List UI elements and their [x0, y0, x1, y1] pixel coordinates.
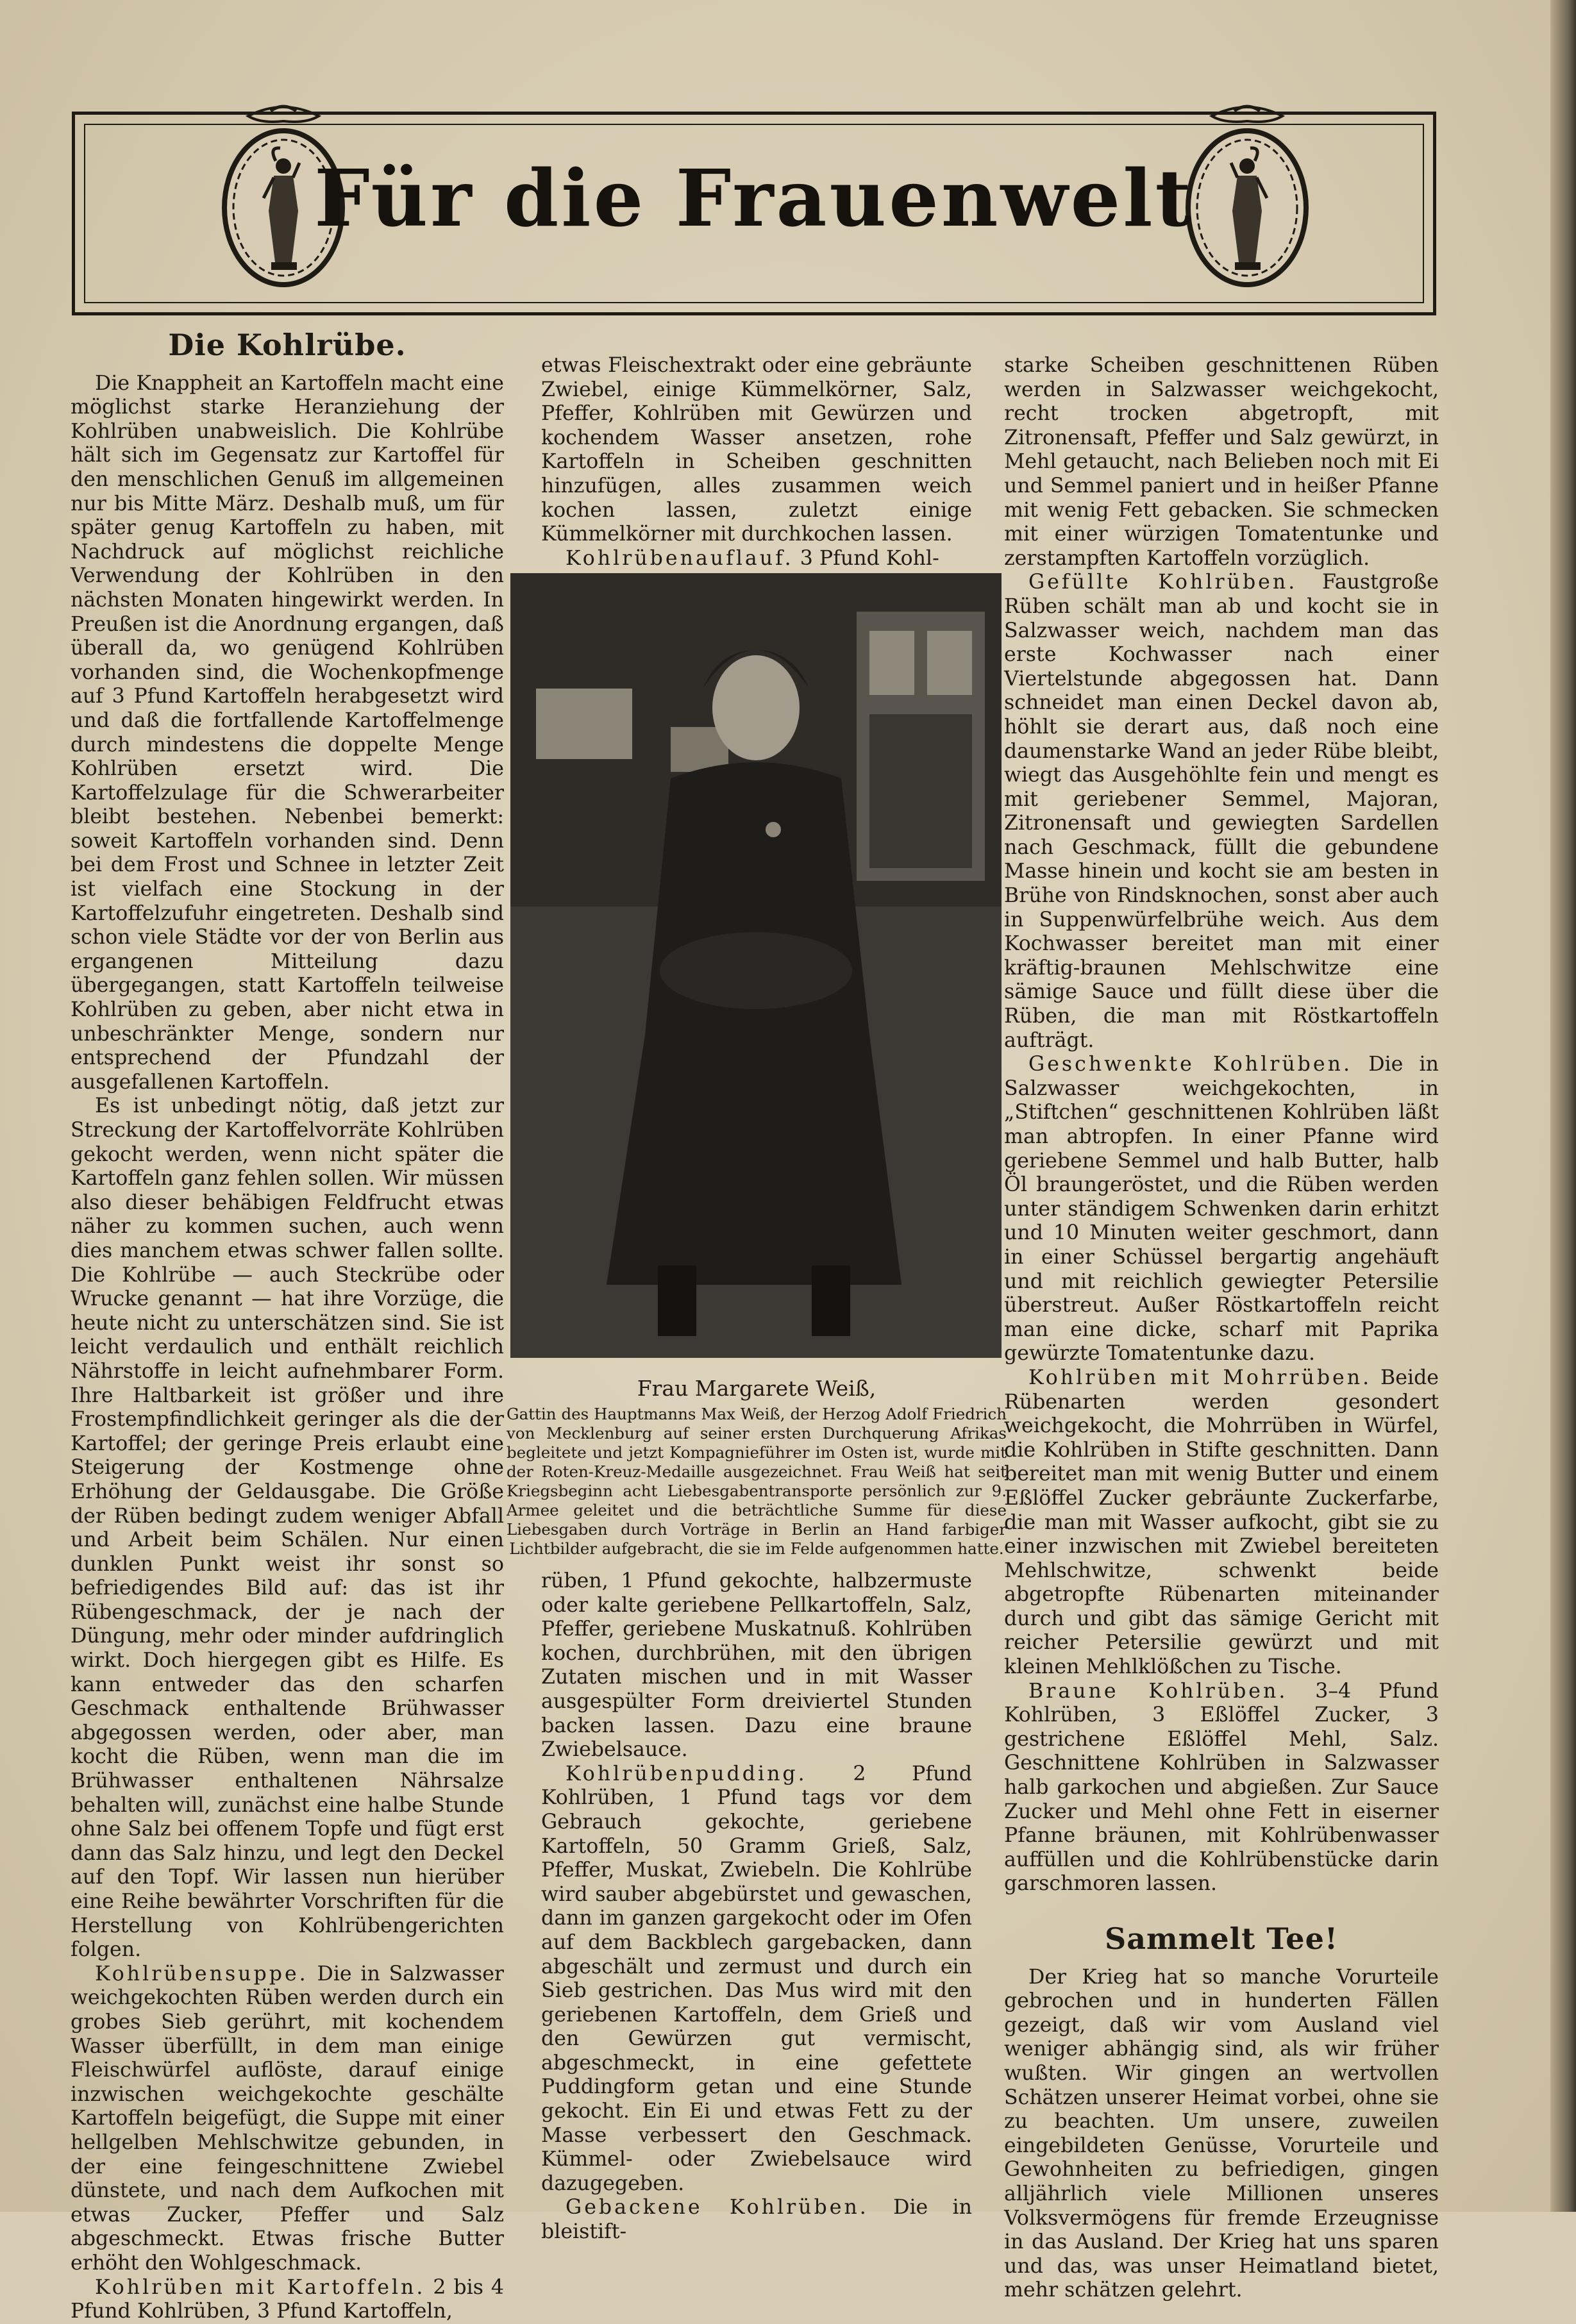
recipe-gebackene-kohlrueben: [541, 2196, 972, 2244]
recipe-title: Kohlrübenauflauf.: [566, 546, 794, 570]
column-1: [71, 328, 504, 2324]
paragraph: starke Scheiben geschnittenen Rüben werden in Salzwasser weichgekocht, recht trocken abgetropft, mit Zitronensaft, Pfeffer und Salz gewürzt, in Mehl getaucht, nach Belieben noch mit Ei und Semmel paniert und in heißer Pfanne mit wenig Fett gebacken. Sie schmecken mit einer würzigen Tomatentunke und zerstampften Kartoffeln vorzüglich.: [1004, 354, 1439, 570]
recipe-geschwenkte-kohlrueben: [1004, 1053, 1439, 1366]
recipe-kohlrueben-mit-kartoffeln: [71, 2276, 504, 2324]
recipe-kohlruebenauflauf: [541, 547, 972, 571]
recipe-text: Faustgroße Rüben schält man ab und kocht sie in Salzwasser weich, nachdem man das erste Kochwasser nach einer Viertelstunde abgegossen hat. Dann schneidet man einen Deckel davon ab, höhlt sie derart aus, daß noch eine daumenstarke Wand an jeder Rübe bleibt, wiegt das Ausgehöhlte fein und mengt es mit geriebener Semmel, Majoran, Zitronensaft und gewiegten Sardellen nach Geschmack, füllt die gebundene Masse hinein und kocht sie am besten in Brühe von Rindsknochen, sonst aber auch in Suppenwürfelbrühe weich. Aus dem Kochwasser bereitet man mit einer kräftig-braunen Mehlschwitze eine sämige Sauce und füllt diese über die Rüben, die man mit Röstkartoffeln aufträgt.: [1004, 571, 1439, 1052]
paragraph: Der Krieg hat so manche Vorurteile gebrochen und in hunderten Fällen gezeigt, daß wir vom Ausland viel weniger abhängig sind, als wir früher wußten. Wir gingen an wertvollen Schätzen unserer Heimat vorbei, ohne sie zu beachten. Um unsere, zuweilen eingebildeten Genüsse, Vorurteile und Gewohnheiten zu befriedigen, gingen alljährlich viele Millionen unseres Volksvermögens für fremde Erzeugnisse in das Ausland. Der Krieg hat uns sparen und das, was unser Heimatland bietet, mehr schätzen gelehrt.: [1004, 1965, 1439, 2302]
masthead-title: Für die Frauenwelt: [314, 152, 1194, 244]
recipe-kohlrueben-mit-mohrrueben: [1004, 1366, 1439, 1680]
recipe-kohlruebensuppe: [71, 1962, 504, 2276]
recipe-title: Geschwenkte Kohlrüben.: [1028, 1053, 1352, 1076]
page-edge: [1550, 0, 1576, 2212]
masthead-frame: [72, 112, 1436, 315]
recipe-text: 3 Pfund Kohl-: [800, 546, 939, 570]
column-3: [1004, 354, 1439, 2303]
recipe-title: Gebackene Kohlrüben.: [566, 2196, 869, 2220]
recipe-title: Kohlrübenpudding.: [566, 1762, 807, 1785]
portrait-photo: [510, 573, 1002, 1358]
recipe-text: 3–4 Pfund Kohlrüben, 3 Eßlöffel Zucker, 3 gestrichene Eßlöffel Mehl, Salz. Geschnittene Kohlrüben in Salzwasser halb garkochen und abgießen. Zur Sauce Zucker und Mehl ohne Fett in eiserner Pfanne bräunen, mit Kohlrübenwasser auffüllen und die Kohlrübenstücke darin garschmoren lassen.: [1004, 1679, 1439, 1896]
column-2-top: [541, 354, 972, 571]
recipe-title: Kohlrübensuppe.: [95, 1962, 308, 1985]
recipe-text: 2 Pfund Kohlrüben, 1 Pfund tags vor dem Gebrauch gekochte, geriebene Kartoffeln, 50 Gramm Grieß, Salz, Pfeffer, Muskat, Zwiebeln. Die Kohlrübe wird sauber abgebürstet und gewaschen, dann im ganzen gargekocht oder im Ofen auf dem Backblech gargebacken, dann abgeschält und zermust und durch ein Sieb gestrichen. Das Mus wird mit den geriebenen Kartoffeln, dem Grieß und den Gewürzen gut vermischt, abgeschmeckt, in eine gefettete Puddingform getan und eine Stunde gekocht. Ein Ei und etwas Fett zu der Masse verbessert den Geschmack. Kümmel- oder Zwiebelsauce wird dazugegeben.: [541, 1762, 972, 2195]
paragraph: rüben, 1 Pfund gekochte, halbzermuste oder kalte geriebene Pellkartoffeln, Salz, Pfeffer, geriebene Muskatnuß. Kohlrüben kochen, durchbrühen, mit den übrigen Zutaten mischen und in mit Wasser ausgespülter Form dreiviertel Stunden backen lassen. Dazu eine braune Zwiebelsauce.: [541, 1569, 972, 1762]
recipe-title: Gefüllte Kohlrüben.: [1028, 571, 1298, 594]
paragraph: Es ist unbedingt nötig, daß jetzt zur Streckung der Kartoffelvorräte Kohlrüben gekocht werden, wenn nicht später die Kartoffeln ganz fehlen sollen. Wir müssen also dieser behäbigen Feldfrucht etwas näher zu kommen suchen, auch wenn dies manchem etwas schwer fallen sollte. Die Kohlrübe — auch Steckrübe oder Wrucke genannt — hat ihre Vorzüge, die heute nicht zu unterschätzen sind. Sie ist leicht verdaulich und enthält reichlich Nährstoffe in leicht aufnehmbarer Form. Ihre Haltbarkeit ist größer und ihre Frostempfindlichkeit geringer als die der Kartoffel; der geringe Preis erlaubt eine Steigerung der Kostmenge ohne Erhöhung der Geldausgabe. Die Größe der Rüben bedingt zudem weniger Abfall und Arbeit beim Schälen. Nur einen dunklen Punkt weist ihr sonst so befriedigendes Bild auf: das ist ihr Rübengeschmack, der je nach der Düngung, mehr oder minder aufdringlich wirkt. Doch hiergegen gibt es Hilfe. Es kann entweder das den scharfen Geschmack enthaltende Brühwasser abgegossen werden, oder aber, man kocht die Rüben, wenn man die im Brühwasser enthaltenen Nährsalze behalten will, zunächst eine halbe Stunde ohne Salz bei offenem Topfe und fügt erst dann das Salz hinzu, und legt den Deckel auf den Topf. Wir lassen nun hierüber eine Reihe bewährter Vorschriften für die Herstellung von Kohlrübengerichten folgen.: [71, 1094, 504, 1962]
recipe-text: Die in Salzwasser weichgekochten Rüben werden durch ein grobes Sieb gerührt, mit kochendem Wasser überfüllt, in dem man einige Fleischwürfel auflöste, darauf einige inzwischen weichgekochte geschälte Kartoffeln beigefügt, die Suppe mit einer hellgelben Mehlschwitze gebunden, in der eine feingeschnittene Zwiebel dünstete, und nach dem Aufkochen mit etwas Zucker, Pfeffer und Salz abgeschmeckt. Etwas frische Butter erhöht den Wohlgeschmack.: [71, 1962, 504, 2275]
caption-title: Frau Margarete Weiß,: [637, 1376, 876, 1401]
recipe-text: 2 bis 4 Pfund Kohlrüben, 3 Pfund Kartoffeln,: [71, 2275, 504, 2323]
photo-caption: [507, 1376, 1007, 1559]
recipe-title: Kohlrüben mit Kartoffeln.: [95, 2275, 426, 2299]
article-title-sammelt-tee: Sammelt Tee!: [1104, 1921, 1339, 1956]
paragraph: etwas Fleischextrakt oder eine gebräunte Zwiebel, einige Kümmelkörner, Salz, Pfeffer, Kohlrüben mit Gewürzen und kochendem Wasser ansetzen, rohe Kartoffeln in Scheiben geschnitten hinzufügen, alles zusammen weich kochen lassen, zuletzt einige Kümmelkörner mit durchkochen lassen.: [541, 354, 972, 546]
recipe-text: Beide Rübenarten werden gesondert weichgekocht, die Mohrrüben in Würfel, die Kohlrüben in Stifte geschnitten. Dann bereitet man mit wenig Butter und einem Eßlöffel Zucker gebräunte Zuckerfarbe, die man mit Wasser aufkocht, gibt sie zu einer inzwischen mit Zwiebel bereiteten Mehlschwitze, schwenkt beide abgetropfte Rübenarten miteinander durch und gibt das sämige Gericht mit reicher Petersilie gewürzt und mit kleinen Mehlklößchen zu Tische.: [1004, 1366, 1439, 1679]
caption-text: Gattin des Hauptmanns Max Weiß, der Herzog Adolf Friedrich von Mecklenburg auf seiner ersten Durchquerung Afrikas begleitete und jetzt Kompagnieführer im Osten ist, wurde mit der Roten-Kreuz-Medaille ausgezeichnet. Frau Weiß hat seit Kriegsbeginn acht Liebesgabentransporte persönlich zur 9. Armee geleitet und die beträchtliche Summe für diese Liebesgaben durch Vorträge in Berlin an Hand farbiger Lichtbilder aufgebracht, die sie im Felde aufgenommen hatte.: [507, 1405, 1007, 1558]
recipe-title: Kohlrüben mit Mohrrüben.: [1028, 1366, 1372, 1389]
article-title-kohlruebe: Die Kohlrübe.: [168, 328, 407, 362]
recipe-kohlruebenpudding: [541, 1762, 972, 2196]
recipe-braune-kohlrueben: [1004, 1680, 1439, 1896]
recipe-gefuellte-kohlrueben: [1004, 571, 1439, 1053]
column-2-bottom: [541, 1569, 972, 2245]
recipe-text: Die in bleistift-: [541, 2196, 972, 2244]
paragraph: Die Knappheit an Kartoffeln macht eine möglichst starke Heranziehung der Kohlrüben unabweislich. Die Kohlrübe hält sich im Gegensatz zur Kartoffel für den menschlichen Genuß im allgemeinen nur bis Mitte März. Deshalb muß, um für später genug Kartoffeln zu haben, mit Nachdruck auf möglichst reichliche Verwendung der Kohlrüben in den nächsten Monaten hingewirkt werden. In Preußen ist die Anordnung ergangen, daß überall da, wo genügend Kohlrüben vorhanden sind, die Wochenkopfmenge auf 3 Pfund Kartoffeln herabgesetzt wird und daß die fortfallende Kartoffelmenge durch mindestens die doppelte Menge Kohlrüben ersetzt wird. Die Kartoffelzulage für die Schwerarbeiter bleibt bestehen. Nebenbei bemerkt: soweit Kartoffeln vorhanden sind. Denn bei dem Frost und Schnee in letzter Zeit ist vielfach eine Stockung in der Kartoffelzufuhr eingetreten. Deshalb sind schon viele Städte vor der von Berlin aus ergangenen Mitteilung dazu übergegangen, statt Kartoffeln teilweise Kohlrüben zu geben, aber nicht etwa in unbeschränkter Menge, sondern nur entsprechend der Pfundzahl der ausgefallenen Kartoffeln.: [71, 371, 504, 1094]
recipe-text: Die in Salzwasser weichgekochten, in „Stiftchen“ geschnittenen Kohlrüben läßt man abtropfen. In einer Pfanne wird geriebene Semmel und halb Butter, halb Öl braungeröstet, und die Rüben werden unter ständigem Schwenken darin erhitzt und 10 Minuten weiter geschmort, dann in einer Schüssel bergartig angehäuft und mit reichlich gewiegter Petersilie überstreut. Außer Röstkartoffeln reicht man eine dicke, scharf mit Paprika gewürzte Tomatentunke dazu.: [1004, 1053, 1439, 1366]
recipe-title: Braune Kohlrüben.: [1028, 1679, 1288, 1703]
